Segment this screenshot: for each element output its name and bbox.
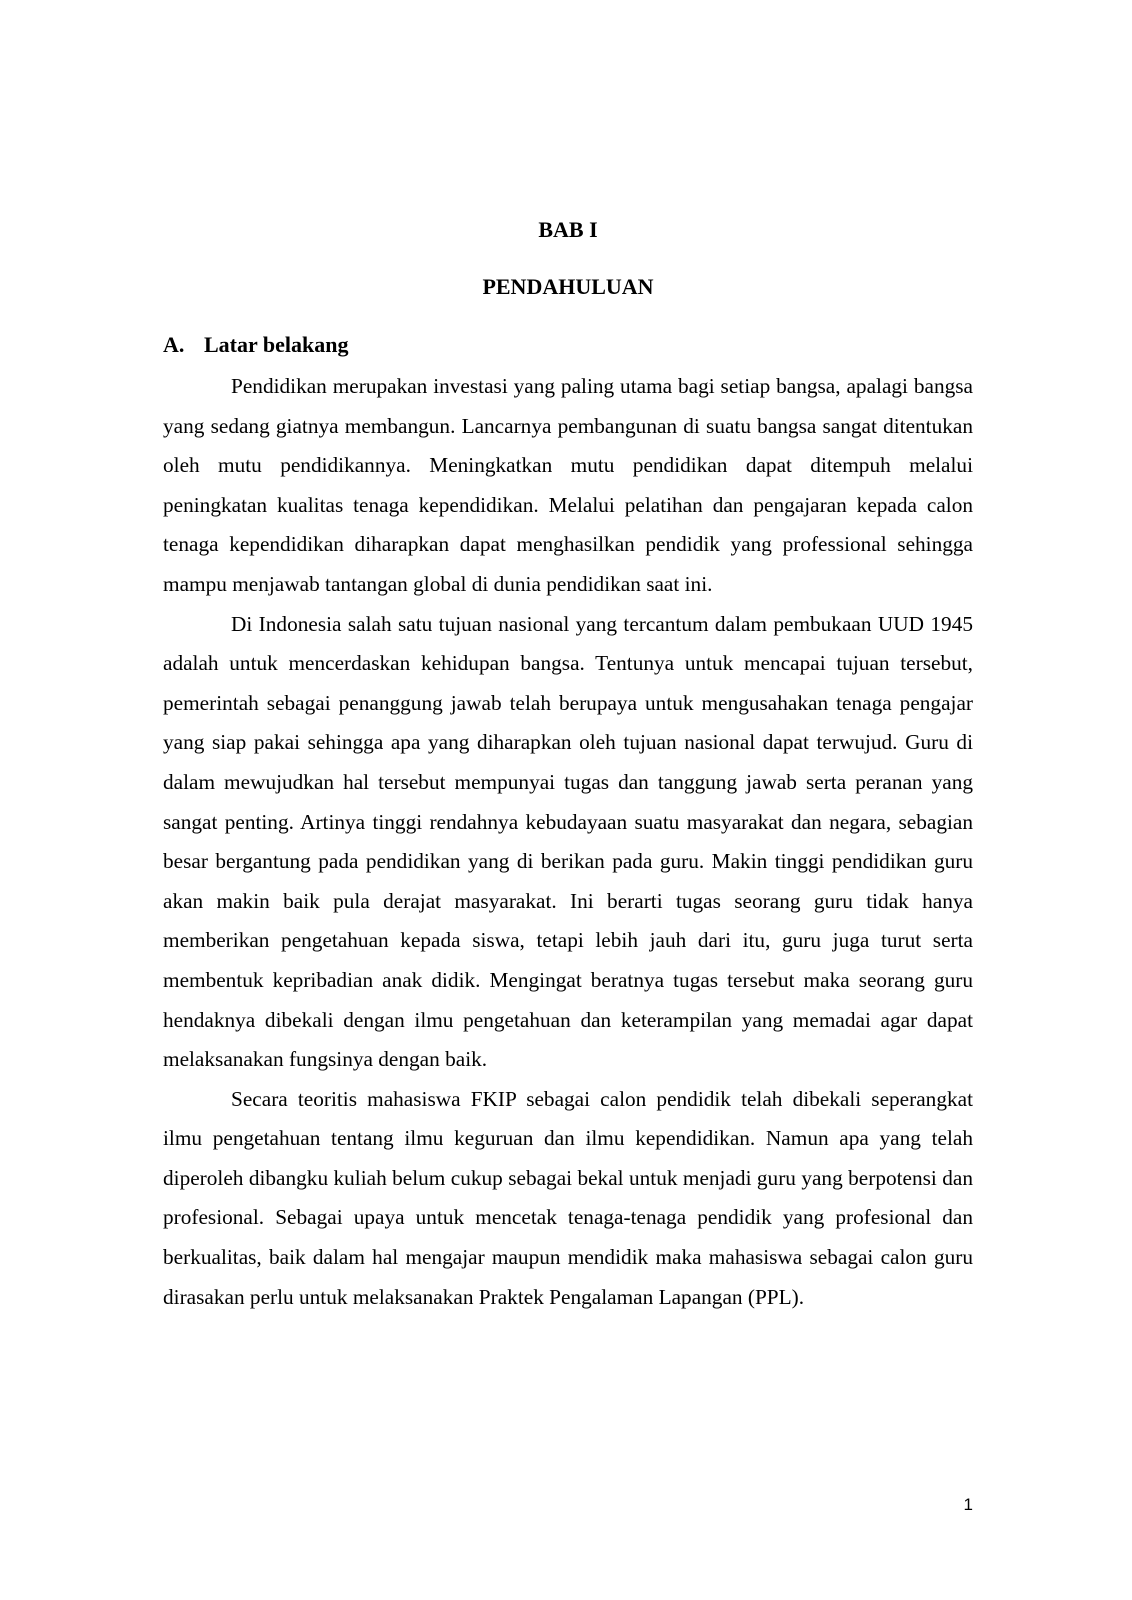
section-title: Latar belakang	[204, 332, 349, 357]
section-heading	[163, 330, 348, 360]
page-number: 1	[963, 1495, 973, 1514]
body-text	[163, 367, 973, 1317]
section-letter: A.	[163, 332, 185, 357]
paragraph: Di Indonesia salah satu tujuan nasional yang tercantum dalam pembukaan UUD 1945 adalah untuk mencerdaskan kehidupan bangsa. Tentunya untuk mencapai tujuan tersebut, pemerintah sebagai penanggung jawab telah berupaya untuk mengusahakan tenaga pengajar yang siap pakai sehingga apa yang diharapkan oleh tujuan nasional dapat terwujud. Guru di dalam mewujudkan hal tersebut mempunyai tugas dan tanggung jawab serta peranan yang sangat penting. Artinya tinggi rendahnya kebudayaan suatu masyarakat dan negara, sebagian besar bergantung pada pendidikan yang di berikan pada guru. Makin tinggi pendidikan guru akan makin baik pula derajat masyarakat. Ini berarti tugas seorang guru tidak hanya memberikan pengetahuan kepada siswa, tetapi lebih jauh dari itu, guru juga turut serta membentuk kepribadian anak didik. Mengingat beratnya tugas tersebut maka seorang guru hendaknya dibekali dengan ilmu pengetahuan dan keterampilan yang memadai agar dapat melaksanakan fungsinya dengan baik.	[163, 611, 973, 1072]
chapter-title: PENDAHULUAN	[482, 274, 654, 299]
chapter-number: BAB I	[538, 217, 598, 242]
paragraph: Secara teoritis mahasiswa FKIP sebagai calon pendidik telah dibekali seperangkat ilmu pengetahuan tentang ilmu keguruan dan ilmu kependidikan. Namun apa yang telah diperoleh dibangku kuliah belum cukup sebagai bekal untuk menjadi guru yang berpotensi dan profesional. Sebagai upaya untuk mencetak tenaga-tenaga pendidik yang profesional dan berkualitas, baik dalam hal mengajar maupun mendidik maka mahasiswa sebagai calon guru dirasakan perlu untuk melaksanakan Praktek Pengalaman Lapangan (PPL).	[163, 1086, 973, 1309]
paragraph: Pendidikan merupakan investasi yang paling utama bagi setiap bangsa, apalagi bangsa yang sedang giatnya membangun. Lancarnya pembangunan di suatu bangsa sangat ditentukan oleh mutu pendidikannya. Meningkatkan mutu pendidikan dapat ditempuh melalui peningkatan kualitas tenaga kependidikan. Melalui pelatihan dan pengajaran kepada calon tenaga kependidikan diharapkan dapat menghasilkan pendidik yang professional sehingga mampu menjawab tantangan global di dunia pendidikan saat ini.	[163, 374, 973, 596]
